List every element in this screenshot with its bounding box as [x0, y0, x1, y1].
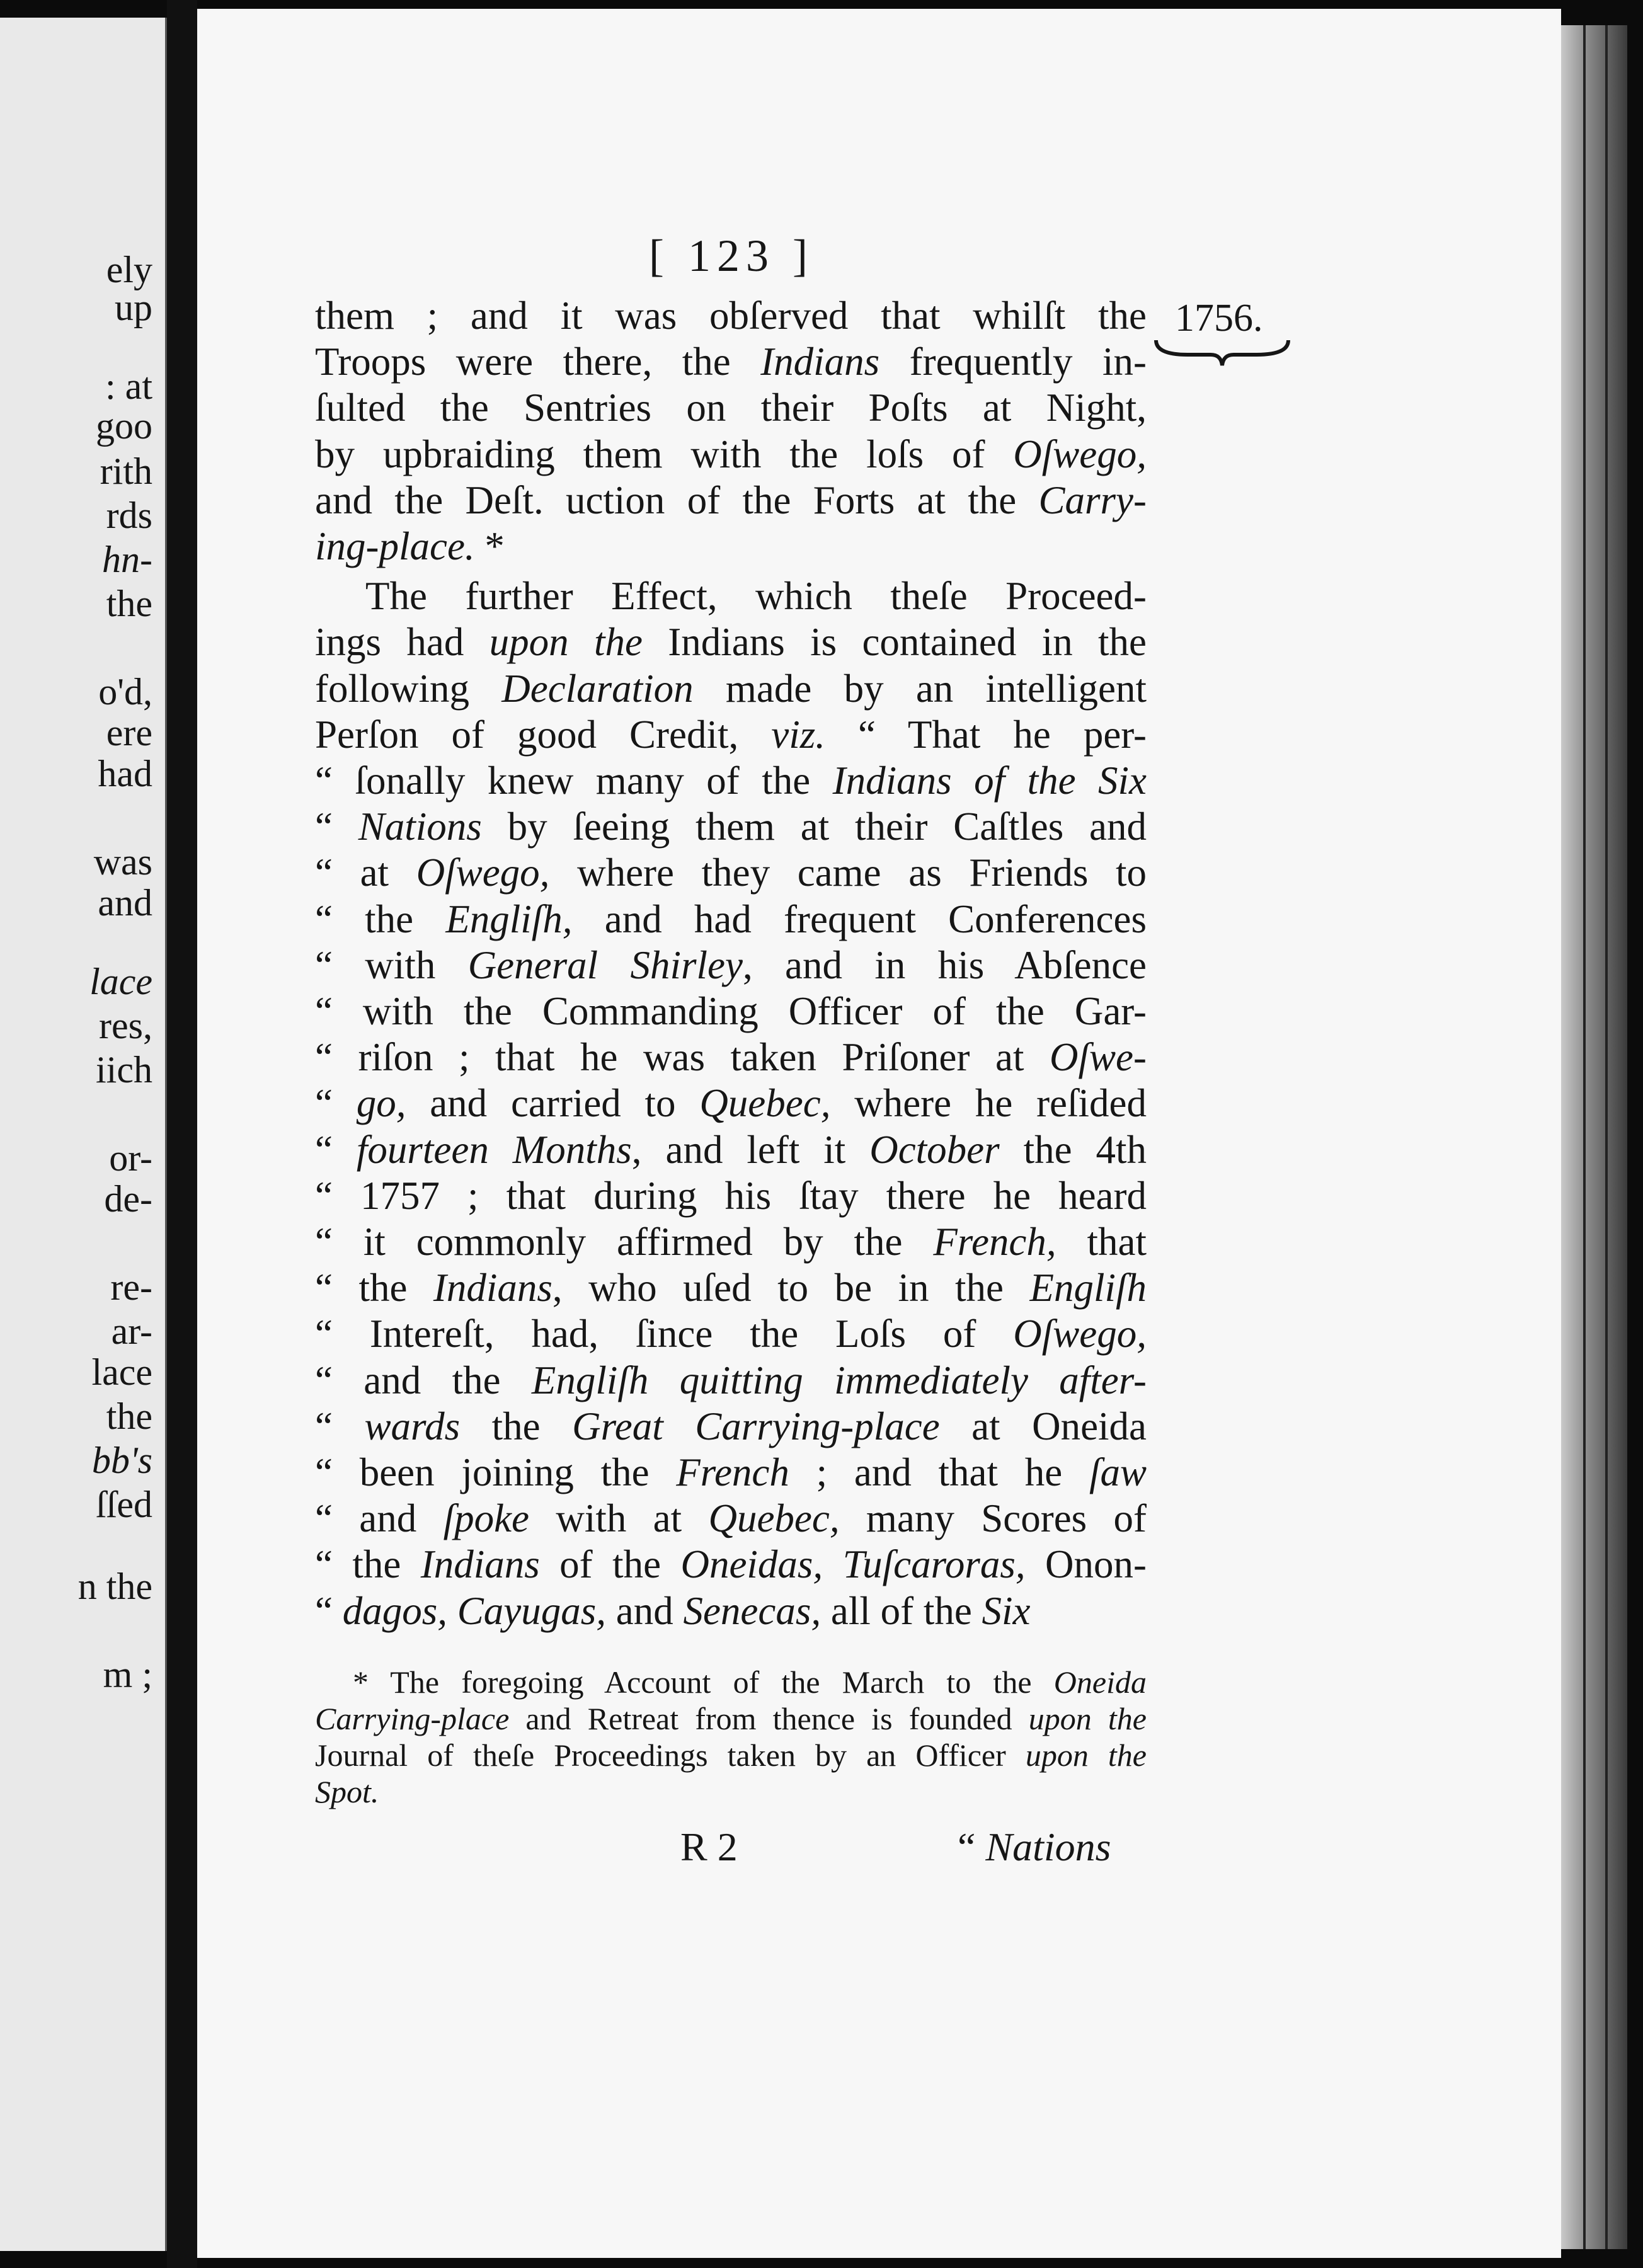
body-line: “ it commonly affirmed by the French, that	[315, 1220, 1147, 1264]
left-page-fragment: the	[106, 1395, 152, 1437]
body-line: “ and the Engliſh quitting immediately after-	[315, 1358, 1147, 1402]
body-line: “ fourteen Months, and left it October the 4th	[315, 1128, 1147, 1172]
left-page-fragment: re-	[110, 1266, 152, 1308]
footnote-line: Spot.	[315, 1774, 379, 1809]
left-page-fragment: n the	[77, 1566, 152, 1607]
body-line: “ the Indians of the Oneidas, Tuſcaroras, Onon-	[315, 1542, 1147, 1586]
body-line: following Declaration made by an intelligent	[315, 667, 1147, 711]
body-line: ings had upon the Indians is contained in the	[315, 620, 1147, 664]
body-line: Troops were there, the Indians frequently in-	[315, 340, 1147, 384]
left-page-fragment: lace	[91, 1351, 152, 1393]
body-line: “ ſonally knew many of the Indians of the Six	[315, 759, 1147, 803]
body-line: “ dagos, Cayugas, and Senecas, all of the Six	[315, 1589, 1031, 1633]
left-page-fragment: lace	[89, 961, 152, 1002]
body-line: “ riſon ; that he was taken Priſoner at Oſwe-	[315, 1035, 1147, 1079]
body-line: The further Effect, which theſe Proceed-	[365, 574, 1147, 618]
footnote-line: Carrying-place and Retreat from thence is founded upon the	[315, 1701, 1147, 1736]
left-page-fragment: m ;	[103, 1654, 152, 1695]
body-line: them ; and it was obſerved that whilſt the	[315, 294, 1147, 338]
left-page-fragment: goo	[96, 405, 152, 447]
footnote-line: Journal of theſe Proceedings taken by an Officer upon the	[315, 1738, 1147, 1773]
body-line: “ at Oſwego, where they came as Friends to	[315, 850, 1147, 895]
left-page-fragment: ere	[106, 712, 152, 753]
left-page-fragment: o'd,	[98, 671, 152, 713]
signature-mark: R 2	[680, 1824, 738, 1869]
body-line: Perſon of good Credit, viz. “ That he per-	[315, 713, 1147, 757]
margin-brace-icon	[1153, 337, 1291, 369]
left-page-fragment: was	[93, 841, 152, 883]
footnote-line: * The foregoing Account of the March to the Oneida	[353, 1664, 1147, 1700]
body-line: “ with the Commanding Officer of the Gar-	[315, 989, 1147, 1033]
left-page-fragment: ar-	[111, 1310, 152, 1352]
left-page-fragment: bb's	[91, 1440, 152, 1481]
body-line: by upbraiding them with the loſs of Oſwego,	[315, 432, 1147, 476]
body-line: “ the Engliſh, and had frequent Conferences	[315, 897, 1147, 941]
left-page-fragment: or-	[109, 1137, 152, 1179]
body-line: “ the Indians, who uſed to be in the Engliſh	[315, 1266, 1147, 1310]
left-page-fragment: rds	[106, 495, 152, 536]
left-page-fragment: de-	[104, 1178, 152, 1220]
body-line: and the Deſt. uction of the Forts at the Carry-	[315, 478, 1147, 522]
left-page-fragment: and	[98, 882, 152, 924]
body-line: “ been joining the French ; and that he ſaw	[315, 1450, 1147, 1494]
left-page-fragment: ely	[106, 249, 152, 290]
catchword: “ Nations	[958, 1824, 1111, 1869]
left-page-fragment: up	[115, 287, 152, 328]
body-line: “ Nations by ſeeing them at their Caſtles and	[315, 805, 1147, 849]
left-page-fragment: hn-	[102, 539, 152, 580]
body-line: “ wards the Great Carrying-place at Oneida	[315, 1404, 1147, 1448]
body-line: “ 1757 ; that during his ſtay there he heard	[315, 1174, 1147, 1218]
margin-year: 1756.	[1175, 297, 1263, 340]
left-page-fragment: : at	[105, 365, 152, 407]
left-page-fragment: had	[98, 753, 152, 794]
body-line: ing-place. *	[315, 524, 505, 568]
left-page-fragment: res,	[99, 1005, 152, 1046]
left-page-fragment: iich	[96, 1049, 152, 1091]
body-line: “ and ſpoke with at Quebec, many Scores of	[315, 1496, 1147, 1540]
body-line: “ go, and carried to Quebec, where he reſided	[315, 1081, 1147, 1125]
left-page-fragment: rith	[100, 450, 152, 492]
body-line: ſulted the Sentries on their Poſts at Night,	[315, 386, 1147, 430]
left-page-fragment: the	[106, 583, 152, 624]
left-page-fragment: ſſed	[96, 1484, 152, 1525]
body-line: “ with General Shirley, and in his Abſence	[315, 943, 1147, 987]
body-line: “ Intereſt, had, ſince the Loſs of Oſwego,	[315, 1312, 1147, 1356]
page-header: [ 123 ]	[649, 231, 814, 281]
